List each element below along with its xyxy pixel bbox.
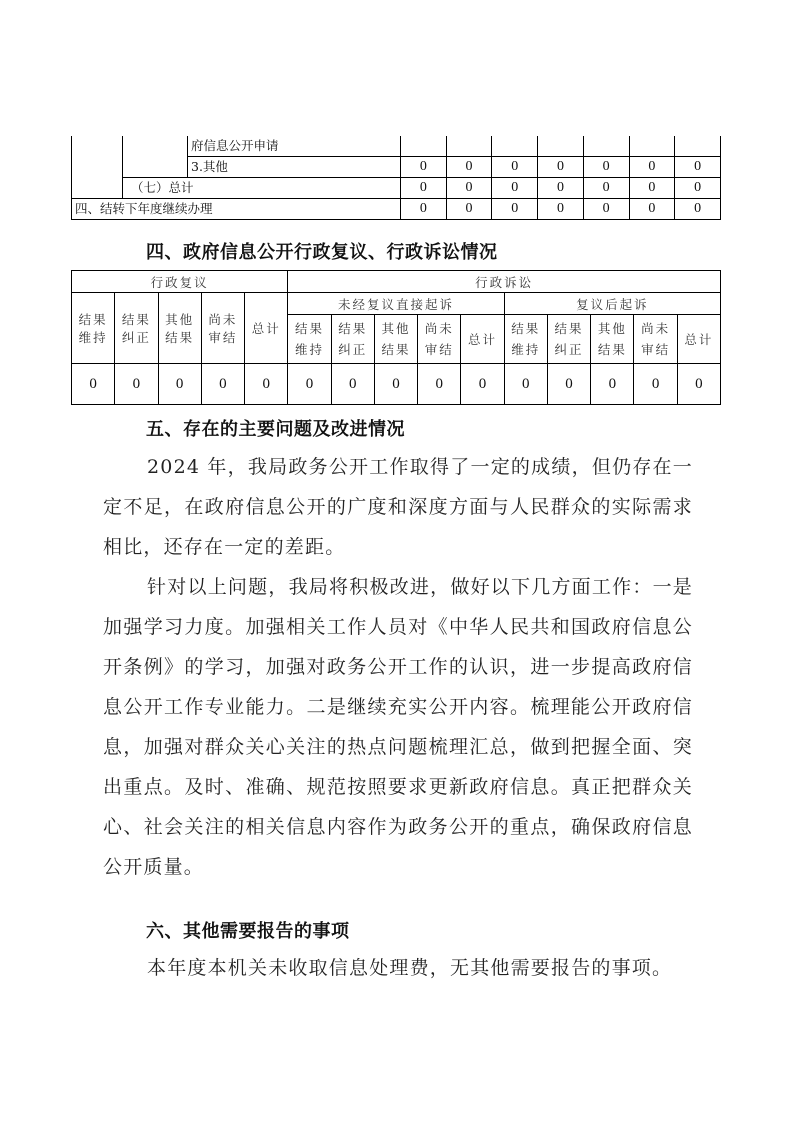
value-cell: 0	[591, 364, 634, 405]
header-litigation: 行政诉讼	[288, 271, 721, 293]
paragraph-text: 2024 年，我局政务公开工作取得了一定的成绩，但仍存在一定不足，在政府信息公开的广度和深度方面与人民群众的实际需求相比，还存在一定的差距。	[103, 456, 693, 558]
column-header: 结果 维持	[72, 293, 115, 364]
subcategory-cell	[123, 136, 188, 178]
value-cell: 0	[401, 178, 447, 199]
value-cell: 0	[245, 364, 288, 405]
value-cell: 0	[446, 157, 492, 178]
row-label: 四、结转下年度继续办理	[72, 199, 401, 220]
value-cell: 0	[538, 157, 584, 178]
value-cell: 0	[492, 178, 538, 199]
column-header: 结果 纠正	[331, 315, 374, 364]
value-cell	[492, 136, 538, 157]
section-heading-4: 四、政府信息公开行政复议、行政诉讼情况	[146, 242, 498, 263]
table-row	[72, 199, 721, 220]
value-cell: 0	[583, 199, 629, 220]
value-cell	[538, 136, 584, 157]
application-stats-table-continued	[71, 136, 721, 220]
value-cell: 0	[675, 199, 721, 220]
column-header: 结果 维持	[504, 315, 547, 364]
column-header: 尚未 审结	[418, 315, 461, 364]
value-cell: 0	[675, 178, 721, 199]
value-cell: 0	[115, 364, 158, 405]
value-cell: 0	[629, 199, 675, 220]
section-heading-5: 五、存在的主要问题及改进情况	[146, 419, 405, 440]
row-label: 府信息公开申请	[188, 136, 401, 157]
value-cell	[675, 136, 721, 157]
section-heading-6: 六、其他需要报告的事项	[146, 921, 350, 942]
value-cell	[629, 136, 675, 157]
value-cell: 0	[504, 364, 547, 405]
value-cell	[446, 136, 492, 157]
value-cell: 0	[492, 157, 538, 178]
header-review: 行政复议	[72, 271, 288, 293]
value-cell: 0	[492, 199, 538, 220]
value-cell: 0	[583, 157, 629, 178]
column-header: 总计	[245, 293, 288, 364]
column-header: 其他 结果	[158, 293, 201, 364]
column-header: 结果 纠正	[115, 293, 158, 364]
value-cell: 0	[538, 178, 584, 199]
column-header: 结果 维持	[288, 315, 331, 364]
subheader-after-review: 复议后起诉	[504, 293, 720, 315]
value-cell: 0	[72, 364, 115, 405]
column-header: 其他 结果	[374, 315, 417, 364]
column-header: 尚未 审结	[201, 293, 244, 364]
value-cell: 0	[583, 178, 629, 199]
value-cell: 0	[201, 364, 244, 405]
value-cell: 0	[401, 157, 447, 178]
value-cell: 0	[677, 364, 720, 405]
value-cell: 0	[331, 364, 374, 405]
paragraph-problems	[103, 447, 693, 567]
value-cell	[401, 136, 447, 157]
value-cell: 0	[288, 364, 331, 405]
value-cell: 0	[446, 199, 492, 220]
table-header-row	[72, 271, 721, 293]
column-header: 尚未 审结	[634, 315, 677, 364]
column-header: 结果 纠正	[547, 315, 590, 364]
value-cell: 0	[634, 364, 677, 405]
value-cell: 0	[538, 199, 584, 220]
value-cell	[583, 136, 629, 157]
value-cell: 0	[401, 199, 447, 220]
column-header: 其他 结果	[591, 315, 634, 364]
value-cell: 0	[158, 364, 201, 405]
subheader-direct: 未经复议直接起诉	[288, 293, 504, 315]
table-row	[72, 364, 721, 405]
column-header: 总计	[677, 315, 720, 364]
value-cell: 0	[675, 157, 721, 178]
value-cell: 0	[446, 178, 492, 199]
row-label: （七）总计	[123, 178, 401, 199]
review-litigation-table	[71, 270, 721, 405]
value-cell: 0	[418, 364, 461, 405]
value-cell: 0	[461, 364, 504, 405]
paragraph-improvements	[103, 567, 693, 887]
value-cell: 0	[629, 178, 675, 199]
paragraph-text: 针对以上问题，我局将积极改进，做好以下几方面工作：一是加强学习力度。加强相关工作人员对《中华人民共和国政府信息公开条例》的学习，加强对政务公开工作的认识，进一步提高政府信息公开工作专业能力。二是继续充实公开内容。梳理能公开政府信息，加强对群众关心关注的热点问题梳理汇总，做到把握全面、突出重点。及时、准确、规范按照要求更新政府信息。真正把群众关心、社会关注的相关信息内容作为政务公开的重点，确保政府信息公开质量。	[103, 576, 693, 878]
value-cell: 0	[547, 364, 590, 405]
paragraph-text: 本年度本机关未收取信息处理费，无其他需要报告的事项。	[147, 957, 673, 979]
table-row	[72, 178, 721, 199]
paragraph-other-matters	[103, 948, 693, 988]
value-cell: 0	[629, 157, 675, 178]
column-header: 总计	[461, 315, 504, 364]
row-label: 3.其他	[188, 157, 401, 178]
category-cell	[72, 136, 123, 199]
value-cell: 0	[374, 364, 417, 405]
table-header-row	[72, 293, 721, 315]
table-row	[72, 136, 721, 157]
